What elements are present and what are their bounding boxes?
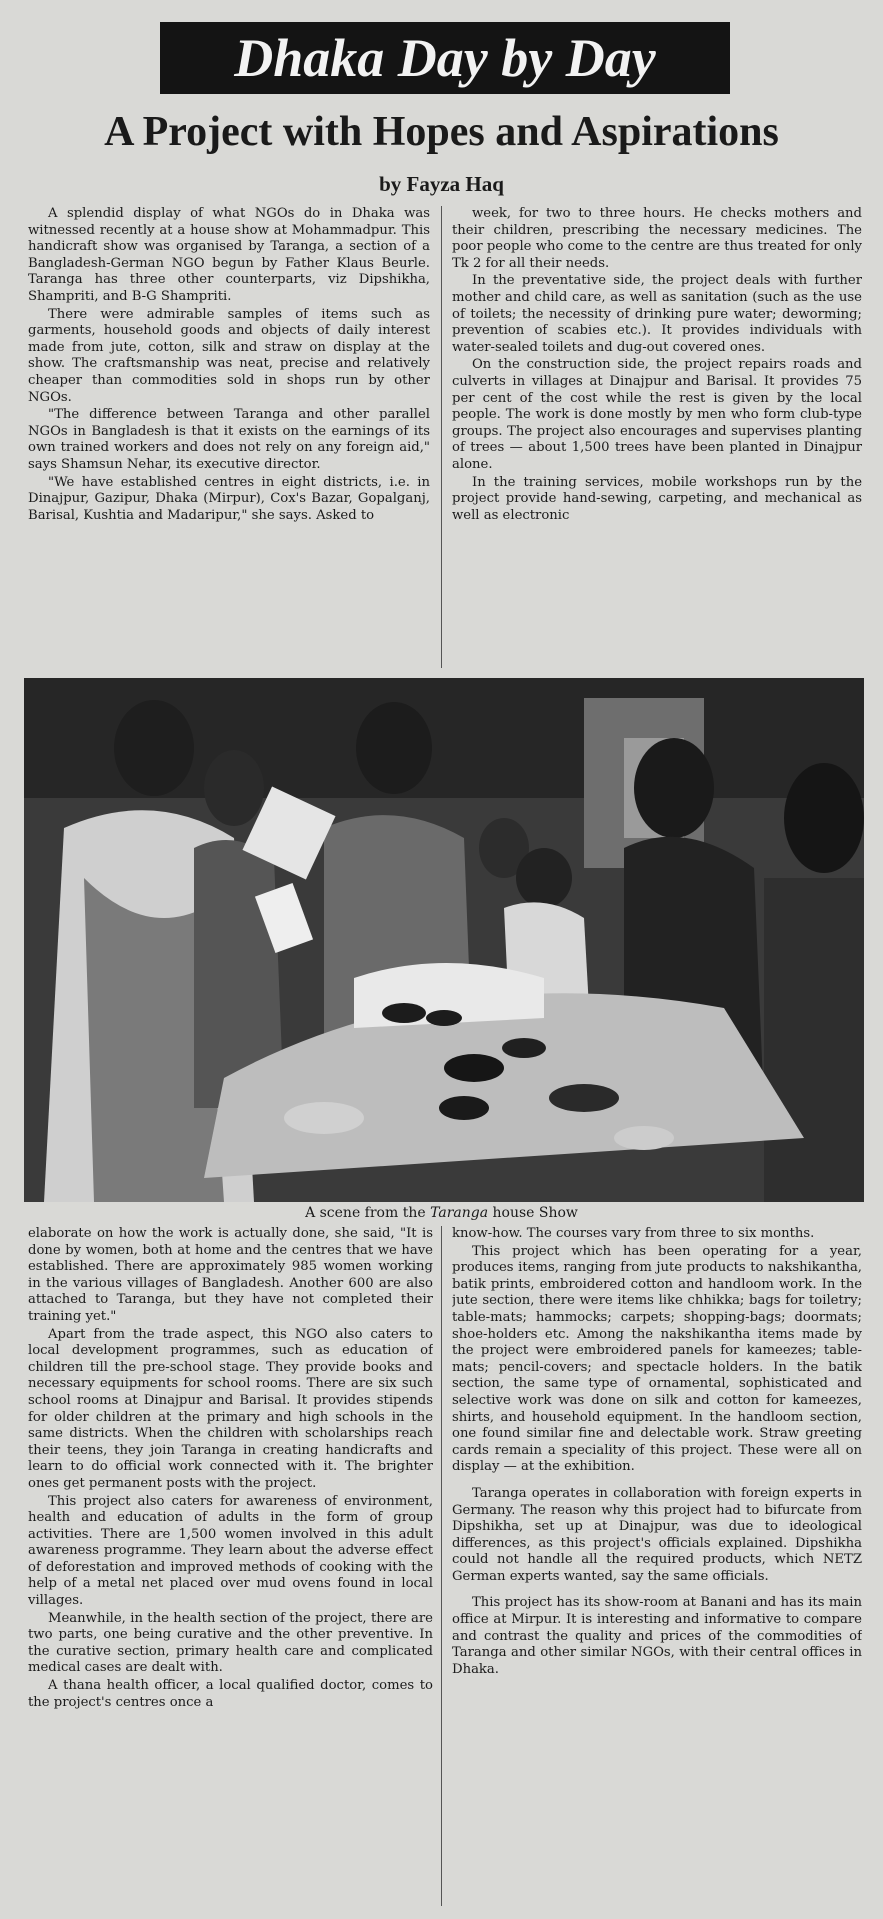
column-bottom-right xyxy=(452,1226,862,1906)
paragraph: elaborate on how the work is actually done, she said, "It is done by women, both at home and the centres that we have established. There are approximately 985 women working in the various villages of Bangladesh. Another 600 are also attached to Taranga, but they have not completed their training yet." xyxy=(28,1226,433,1324)
column-banner: Dhaka Day by Day xyxy=(160,22,730,94)
paragraph: On the construction side, the project repairs roads and culverts in villages at Dinajpur and Barisal. It provides 75 per cent of the cost while the rest is given by the local people. The work is done mostly by men who form club-type groups. The project also encourages and supervises planting of trees — about 1,500 trees have been planted in Dinajpur alone. xyxy=(452,357,862,472)
paragraph: A splendid display of what NGOs do in Dhaka was witnessed recently at a house show at Mohammadpur. This handicraft show was organised by Taranga, a section of a Bangladesh-German NGO begun by Father Klaus Beurle. Taranga has three other counterparts, viz Dipshikha, Shampriti, and B-G Shampriti. xyxy=(28,206,430,304)
paragraph: Meanwhile, in the health section of the project, there are two parts, one being curative and the other preventive. In the curative section, primary health care and complicated medical cases are dealt with. xyxy=(28,1610,433,1676)
column-divider-top xyxy=(441,206,442,668)
paragraph: There were admirable samples of items such as garments, household goods and objects of daily interest made from jute, cotton, silk and straw on display at the show. The craftsmanship was neat, precise and relatively cheaper than commodities sold in shops run by other NGOs. xyxy=(28,306,430,405)
paragraph: This project also caters for awareness of environment, health and education of adults in the form of group activities. There are 1,500 women involved in this adult awareness programme. They learn about the adverse effect of deforestation and improved methods of cooking with the help of a metal net placed over mud ovens found in local villages. xyxy=(28,1493,433,1609)
paragraph: week, for two to three hours. He checks mothers and their children, prescribing the necessary medicines. The poor people who come to the centre are thus treated for only Tk 2 for all their needs. xyxy=(452,206,862,271)
paragraph: A thana health officer, a local qualified doctor, comes to the project's centres once a xyxy=(28,1678,433,1710)
paragraph: "We have established centres in eight districts, i.e. in Dinajpur, Gazipur, Dhaka (Mirpur), Cox's Bazar, Gopalganj, Barisal, Kushtia and Madaripur," she says. Asked to xyxy=(28,474,430,523)
paragraph: know-how. The courses vary from three to six months. xyxy=(452,1226,815,1241)
caption-text: A scene from the xyxy=(305,1205,431,1221)
article-headline: A Project with Hopes and Aspirations xyxy=(104,109,779,155)
paragraph: In the training services, mobile workshops run by the project provide hand-sewing, carpeting, and mechanical as well as electronic xyxy=(452,474,862,523)
paragraph: "The difference between Taranga and other parallel NGOs in Bangladesh is that it exists on the earnings of its own trained workers and does not rely on any foreign aid," says Shamsun Nehar, its executive director. xyxy=(28,407,430,472)
paragraph: In the preventative side, the project deals with further mother and child care, as well as sanitation (such as the use of toilets; the necessity of drinking pure water; deworming; prevention of scabies etc.). It provides individuals with water-sealed toilets and dug-out covered ones. xyxy=(452,273,862,355)
paragraph: Apart from the trade aspect, this NGO also caters to local development programmes, such as education of children till the pre-school stage. They provide books and necessary equipments for school rooms. There are six such school rooms at Dinajpur and Barisal. It provides stipends for older children at the primary and high schools in the same districts. When the children with scholarships reach their teens, they join Taranga in creating handicrafts and learn to do official work connected with it. The brighter ones get permanent posts with the project. xyxy=(28,1326,433,1491)
column-top-right xyxy=(452,206,862,668)
article-byline: by Fayza Haq xyxy=(379,172,504,196)
paragraph: This project which has been operating for a year, produces items, ranging from jute products to nakshikantha, batik prints, embroidered cotton and handloom work. In the jute section, there were items like chhikka; bags for toiletry; table-mats; hammocks; carpets; shopping-bags; doormats; shoe-holders etc. Among the nakshikantha items made by the project were embroidered panels for kameezes; table-mats; pencil-covers; and spectacle holders. In the batik section, the same type of ornamental, sophisticated and selective work was done on silk and cotton for kameezes, shirts, and household equipment. In the handloom section, one found similar fine and delectable work. Straw greeting cards remain a speciality of this project. These were all on display — at the exhibition. xyxy=(452,1243,862,1475)
column-divider-bottom xyxy=(441,1226,442,1906)
photo-caption xyxy=(0,1205,883,1221)
house-show-photo xyxy=(24,678,864,1202)
column-top-left xyxy=(28,206,430,668)
caption-text-end: house Show xyxy=(488,1205,578,1221)
caption-italic: Taranga xyxy=(430,1205,489,1221)
paragraph: This project has its show-room at Banani and has its main office at Mirpur. It is interesting and informative to compare and contrast the quality and prices of the commodities of Taranga and other similar NGOs, with their central offices in Dhaka. xyxy=(452,1595,862,1677)
paragraph: Taranga operates in collaboration with foreign experts in Germany. The reason why this project had to bifurcate from Dipshikha, set up at Dinajpur, was due to ideological differences, as this project's officials explained. Dipshikha could not handle all the required products, which NETZ German experts wanted, say the same officials. xyxy=(452,1485,862,1584)
column-bottom-left xyxy=(28,1226,433,1906)
